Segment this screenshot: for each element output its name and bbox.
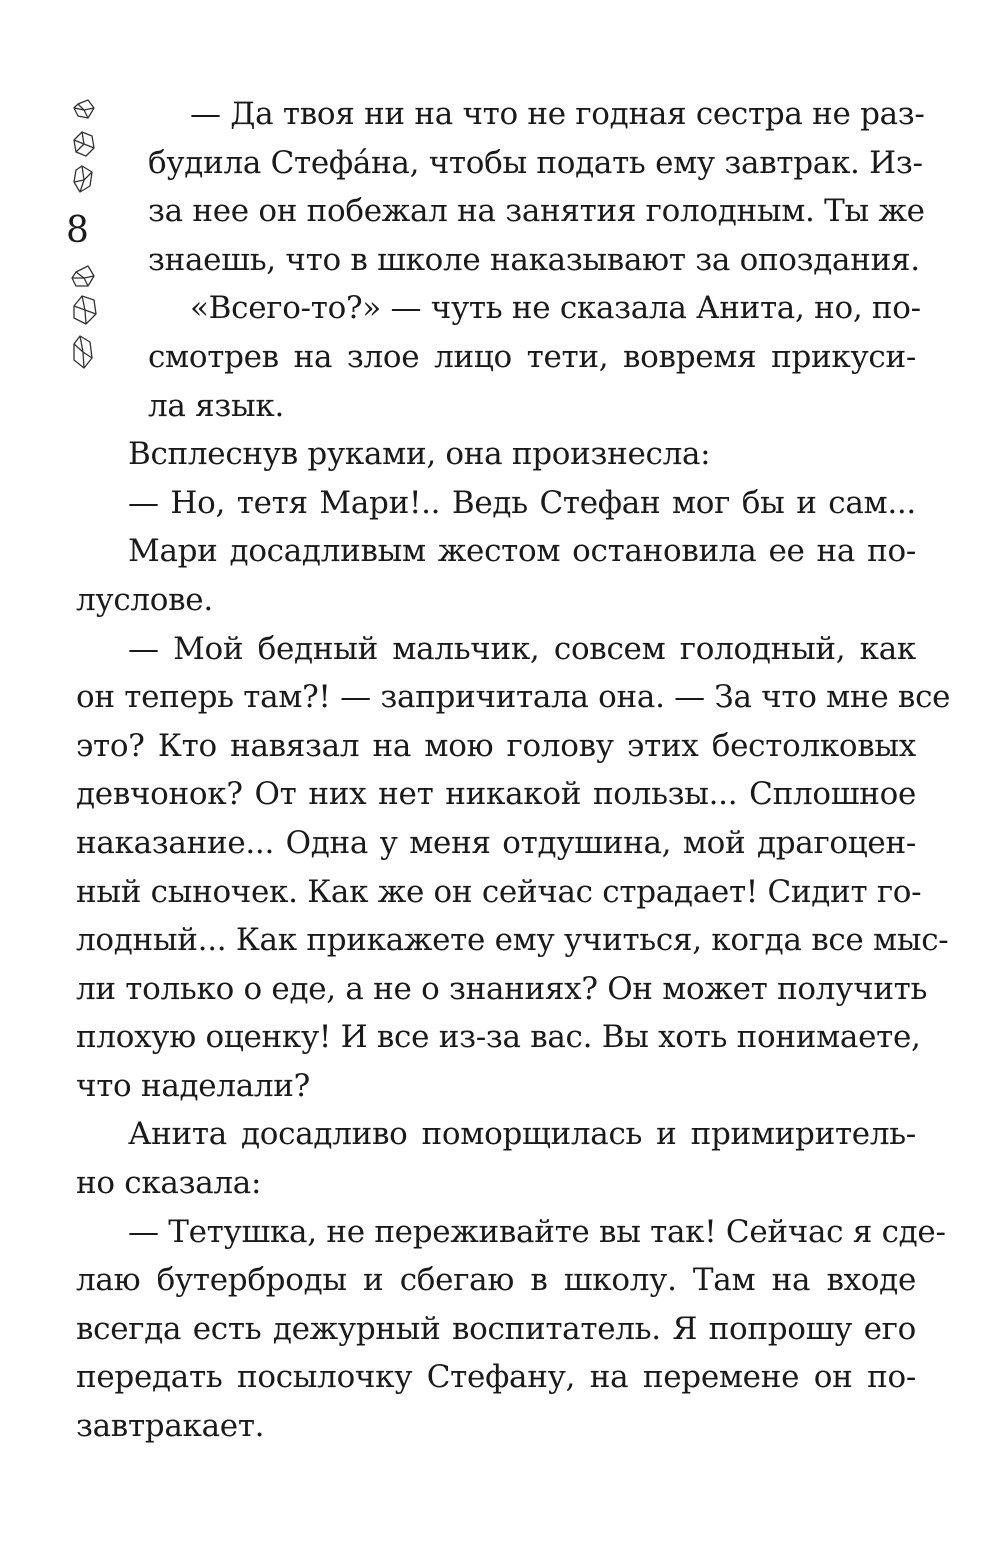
text-line: Всплеснув руками, она произнесла: [128, 436, 711, 473]
text-line: Мари досадливым жестом остановила ее на по- [128, 533, 916, 570]
text-line: ла язык. [148, 387, 284, 424]
text-line: передать посылочку Стефану, на перемене он по- [76, 1359, 916, 1396]
text-line: знаешь, что в школе наказывают за опоздания. [148, 241, 920, 278]
text-line: всегда есть дежурный воспитатель. Я попрошу его [76, 1310, 916, 1347]
text-line: ный сыночек. Как же он сейчас страдает! Сидит го- [76, 873, 922, 910]
text-line: лаю бутерброды и сбегаю в школу. Там на входе [76, 1262, 916, 1299]
text-line: «Всего-то?» — чуть не сказала Анита, но, по- [190, 290, 921, 327]
text-line: девчонок? От них нет никакой пользы... Сплошное [76, 776, 916, 813]
page-number: 8 [66, 210, 89, 251]
text-line: — Но, тетя Мари!.. Ведь Стефан мог бы и сам... [128, 484, 916, 521]
text-line: завтракает. [76, 1408, 265, 1445]
text-line: будила Стефáна, чтобы подать ему завтрак. Из- [148, 144, 923, 181]
text-line: Анита досадливо поморщилась и примиритель- [128, 1116, 916, 1153]
text-line: наказание... Одна у меня отдушина, мой драгоцен- [76, 824, 916, 861]
text-line: — Мой бедный мальчик, совсем голодный, как [128, 630, 916, 667]
text-line: — Да твоя ни на что не годная сестра не раз- [190, 96, 925, 132]
text-line: но сказала: [76, 1165, 262, 1202]
text-line: это? Кто навязал на мою голову этих бестолковых [76, 727, 916, 764]
text-line: ли только о еде, а не о знаниях? Он может получить [76, 970, 928, 1007]
body-text [76, 90, 951, 1451]
text-line: он теперь там?! — запричитала она. — За что мне все [76, 679, 951, 716]
text-line: плохую оценку! И все из-за вас. Вы хоть понимаете, [76, 1019, 921, 1056]
text-line: что наделали? [76, 1067, 310, 1104]
text-line: — Тетушка, не переживайте вы так! Сейчас я сде- [128, 1213, 946, 1250]
text-line: смотрев на злое лицо тети, вовремя прикуси- [148, 338, 916, 375]
text-line: за нее он побежал на занятия голодным. Ты же [148, 193, 925, 230]
text-line: луслове. [76, 581, 213, 618]
text-line: лодный... Как прикажете ему учиться, когда все мыс- [76, 922, 949, 959]
